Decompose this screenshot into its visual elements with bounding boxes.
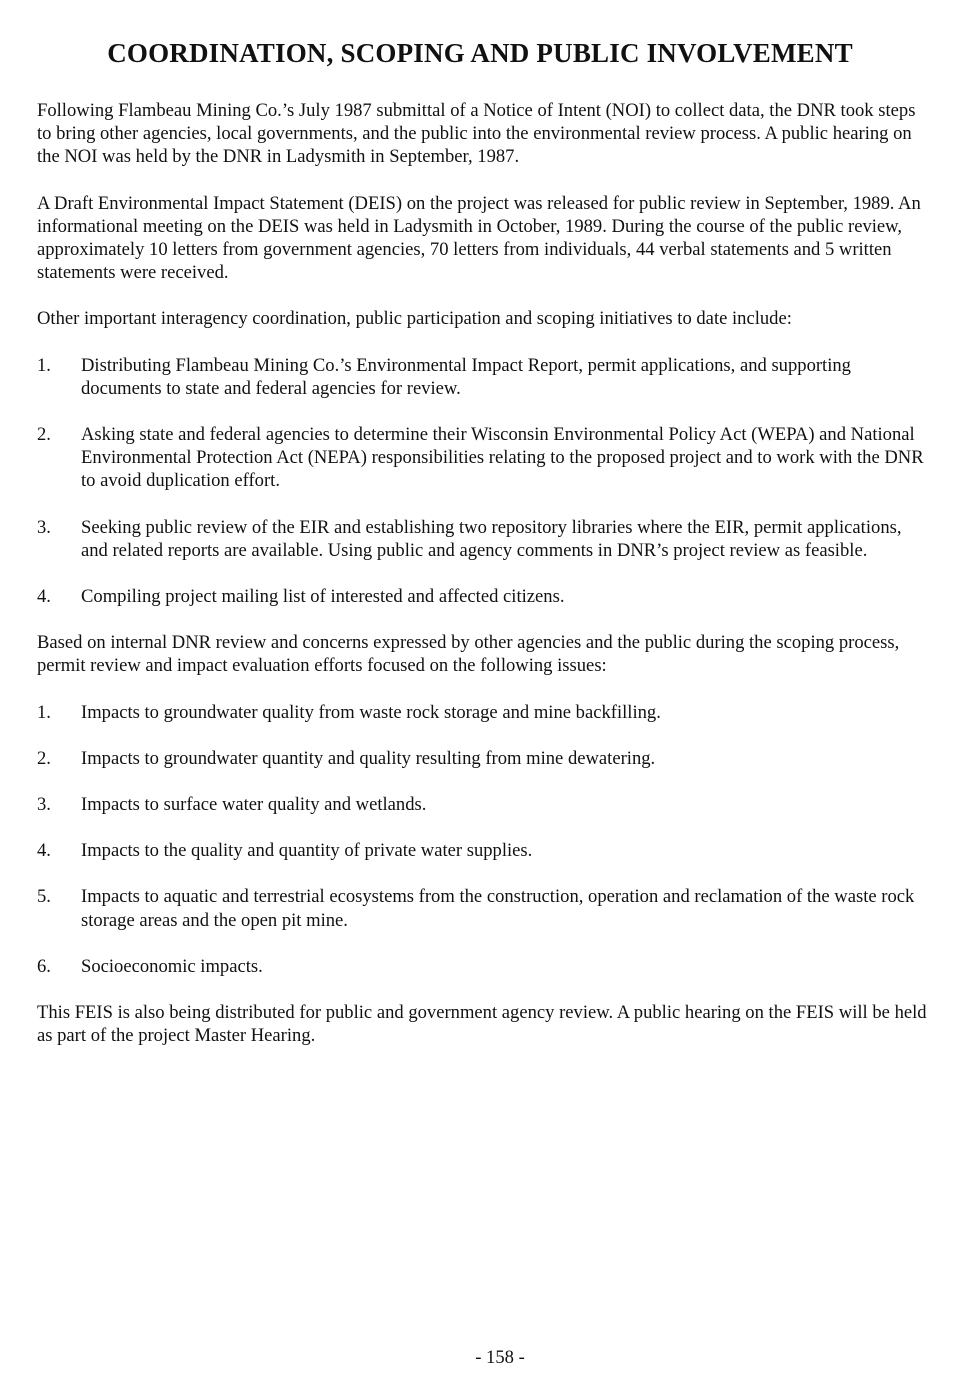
list-item — [37, 701, 932, 724]
list-item — [37, 793, 932, 816]
list-item-text: Impacts to groundwater quantity and quality resulting from mine dewatering. — [81, 747, 656, 769]
page-number: - 158 - — [475, 1347, 525, 1368]
list-item — [37, 354, 932, 400]
list-item-text: Impacts to aquatic and terrestrial ecosystems from the construction, operation and reclamation of the waste rock storage areas and the open pit mine. — [81, 886, 915, 931]
list-item-number: 1. — [37, 354, 51, 376]
list-item-number: 2. — [37, 747, 51, 769]
list-item-number: 1. — [37, 701, 51, 723]
paragraph-deis: A Draft Environmental Impact Statement (DEIS) on the project was released for public review in September, 1989. An informational meeting on the DEIS was held in Ladysmith in October, 1989. During the course of the public review, approximately 10 letters from government agencies, 70 letters from individuals, 44 verbal statements and 5 written statements were received. — [37, 192, 921, 284]
paragraph-feis: This FEIS is also being distributed for public and government agency review. A public hearing on the FEIS will be held as part of the project Master Hearing. — [37, 1002, 927, 1047]
list-item-text: Impacts to surface water quality and wetlands. — [81, 794, 427, 816]
list-item-text: Asking state and federal agencies to determine their Wisconsin Environmental Policy Act (WEPA) and National Environmental Protection Act (NEPA) responsibilities relating to the proposed project and to work with the DNR to avoid duplication effort. — [81, 424, 924, 492]
list-item-number: 3. — [37, 794, 51, 816]
list-item-text: Impacts to the quality and quantity of private water supplies. — [81, 840, 533, 862]
document-body — [37, 99, 932, 1070]
paragraph-initiatives-intro: Other important interagency coordination, public participation and scoping initiatives to date include: — [37, 308, 792, 330]
list-item — [37, 585, 932, 608]
list-item-text: Impacts to groundwater quality from waste rock storage and mine backfilling. — [81, 701, 661, 723]
issues-list — [37, 701, 932, 978]
list-item-text: Compiling project mailing list of interested and affected citizens. — [81, 586, 565, 608]
list-item-text: Socioeconomic impacts. — [81, 955, 263, 977]
page-title: COORDINATION, SCOPING AND PUBLIC INVOLVEMENT — [107, 38, 853, 68]
list-item — [37, 516, 932, 562]
list-item — [37, 955, 932, 978]
list-item — [37, 885, 932, 931]
list-item-text: Seeking public review of the EIR and establishing two repository libraries where the EIR, permit applications, and related reports are available. Using public and agency comments in DNR’s project review as feasible. — [81, 516, 902, 561]
list-item-number: 5. — [37, 886, 51, 908]
list-item-number: 2. — [37, 424, 51, 446]
list-item-number: 6. — [37, 955, 51, 977]
paragraph-issues-intro: Based on internal DNR review and concerns expressed by other agencies and the public during the scoping process, permit review and impact evaluation efforts focused on the following issues: — [37, 632, 900, 677]
list-item-number: 4. — [37, 840, 51, 862]
list-item-number: 4. — [37, 586, 51, 608]
initiatives-list — [37, 354, 932, 609]
list-item — [37, 423, 932, 493]
list-item-text: Distributing Flambeau Mining Co.’s Environmental Impact Report, permit applications, and supporting documents to state and federal agencies for review. — [81, 354, 851, 399]
list-item — [37, 747, 932, 770]
paragraph-noi: Following Flambeau Mining Co.’s July 1987 submittal of a Notice of Intent (NOI) to collect data, the DNR took steps to bring other agencies, local governments, and the public into the environmental review process. A public hearing on the NOI was held by the DNR in Ladysmith in September, 1987. — [37, 100, 916, 168]
list-item — [37, 839, 932, 862]
list-item-number: 3. — [37, 516, 51, 538]
